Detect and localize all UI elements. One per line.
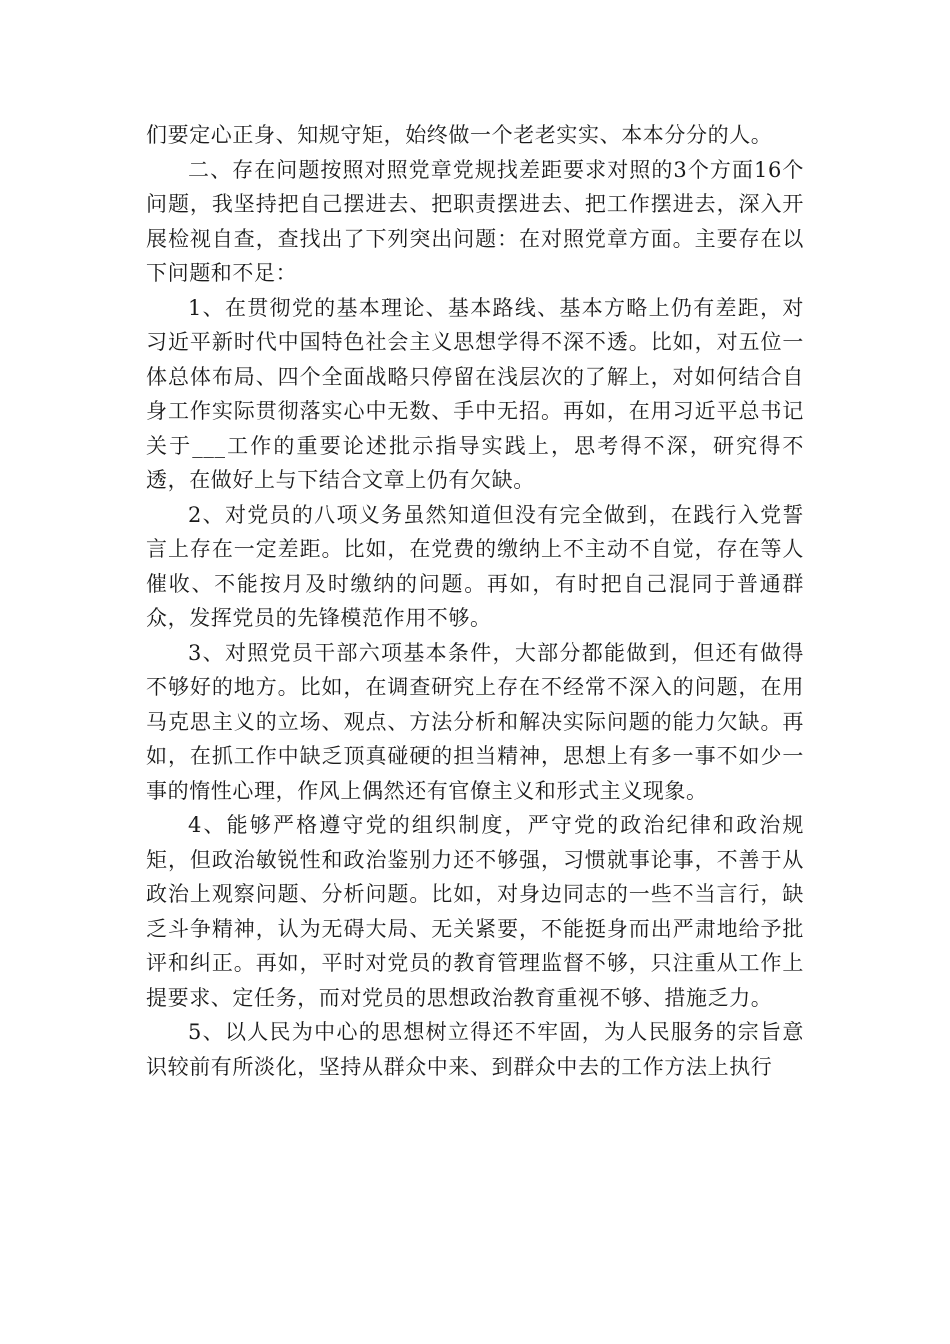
paragraph-item-5: 5、以人民为中心的思想树立得还不牢固，为人民服务的宗旨意识较前有所淡化，坚持从群众中来、到群众中去的工作方法上执行 bbox=[146, 1020, 804, 1079]
paragraph-item-1: 1、在贯彻党的基本理论、基本路线、基本方略上仍有差距，对习近平新时代中国特色社会主义思想学得不深不透。比如，对五位一体总体布局、四个全面战略只停留在浅层次的了解上，对如何结合自身工作实际贯彻落实心中无数、手中无招。再如，在用习近平总书记关于___工作的重要论述批示指导实践上，思考得不深，研究得不透，在做好上与下结合文章上仍有欠缺。 bbox=[146, 295, 804, 492]
paragraph-section-two: 二、存在问题按照对照党章党规找差距要求对照的3个方面16个问题，我坚持把自己摆进去、把职责摆进去、把工作摆进去，深入开展检视自查，查找出了下列突出问题：在对照党章方面。主要存在以下问题和不足： bbox=[146, 157, 804, 285]
paragraph-item-4: 4、能够严格遵守党的组织制度，严守党的政治纪律和政治规矩，但政治敏锐性和政治鉴别力还不够强，习惯就事论事，不善于从政治上观察问题、分析问题。比如，对身边同志的一些不当言行，缺乏斗争精神，认为无碍大局、无关紧要，不能挺身而出严肃地给予批评和纠正。再如，平时对党员的教育管理监督不够，只注重从工作上提要求、定任务，而对党员的思想政治教育重视不够、措施乏力。 bbox=[146, 813, 804, 1010]
paragraph-continuation: 们要定心正身、知规守矩，始终做一个老老实实、本本分分的人。 bbox=[146, 123, 773, 147]
paragraph-item-2: 2、对党员的八项义务虽然知道但没有完全做到，在践行入党誓言上存在一定差距。比如，在党费的缴纳上不主动不自觉，存在等人催收、不能按月及时缴纳的问题。再如，有时把自己混同于普通群众，发挥党员的先锋模范作用不够。 bbox=[146, 502, 804, 630]
document-page bbox=[146, 118, 804, 1084]
paragraph-item-3: 3、对照党员干部六项基本条件，大部分都能做到，但还有做得不够好的地方。比如，在调查研究上存在不经常不深入的问题，在用马克思主义的立场、观点、方法分析和解决实际问题的能力欠缺。再如，在抓工作中缺乏顶真碰硬的担当精神，思想上有多一事不如少一事的惰性心理，作风上偶然还有官僚主义和形式主义现象。 bbox=[146, 640, 804, 803]
